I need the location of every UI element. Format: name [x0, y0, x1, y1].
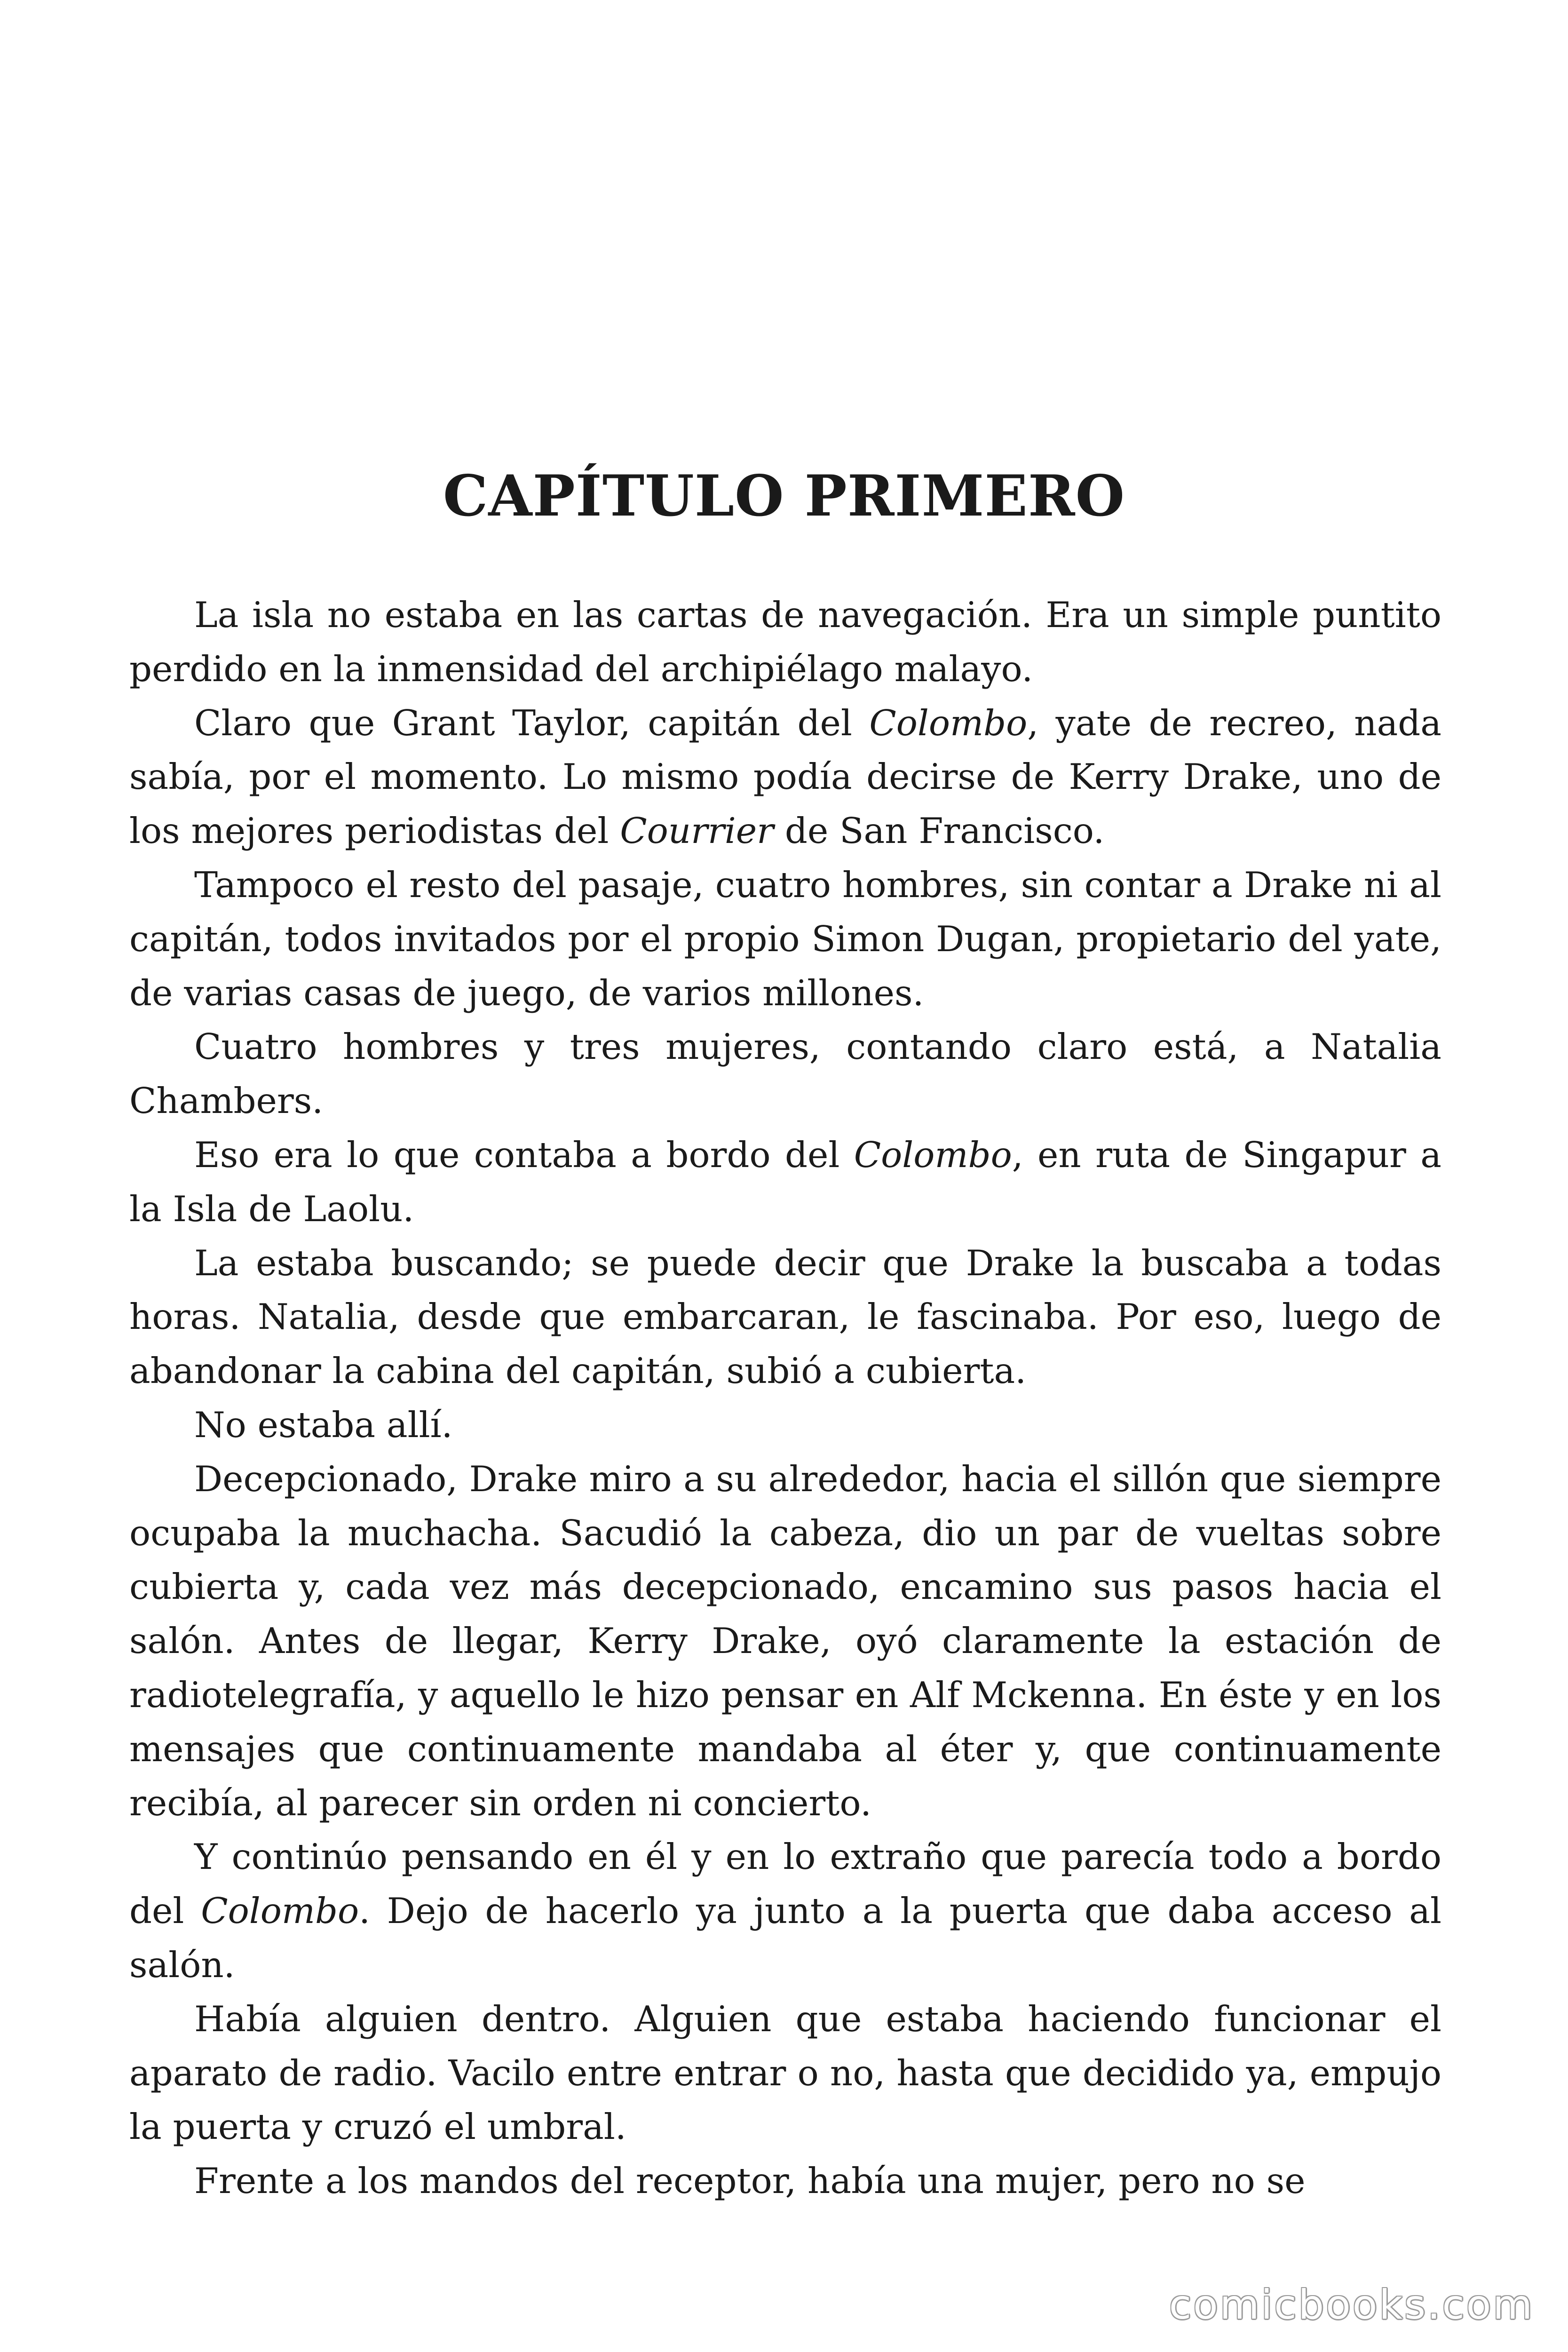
- text-run: Decepcionado, Drake miro a su alrededor, hacia el sillón que siempre ocupaba la muchacha. Sacudió la cabeza, dio un par de vueltas sobre cubierta y, cada vez más decepcionado, encamino sus pasos hacia el salón. Antes de llegar, Kerry Drake, oyó claramente la estación de radiotelegrafía, y aquello le hizo pensar en Alf Mckenna. En éste y en los mensajes que continuamente mandaba al éter y, que continuamente recibía, al parecer sin orden ni concierto.: [129, 1458, 1441, 1824]
- chapter-title: CAPÍTULO PRIMERO: [443, 463, 1125, 529]
- text-run: No estaba allí.: [194, 1404, 453, 1446]
- paragraph: [129, 1830, 1441, 1992]
- text-run: Eso era lo que contaba a bordo del: [194, 1134, 854, 1176]
- italic-text: Courrier: [620, 810, 774, 852]
- text-run: Y continúo pensando en él y en lo extraño que parecía todo a bordo del: [129, 1836, 1441, 1932]
- text-run: , en ruta de Singapur a la Isla de Laolu.: [129, 1134, 1441, 1230]
- paragraph: [129, 858, 1441, 1020]
- watermark: comicbooks.com: [1169, 2281, 1534, 2328]
- chapter-body: [129, 588, 1441, 2208]
- italic-text: Colombo: [854, 1134, 1012, 1176]
- paragraph: [129, 2154, 1441, 2208]
- text-run: Había alguien dentro. Alguien que estaba haciendo funcionar el aparato de radio. Vacilo entre entrar o no, hasta que decidido ya, empujo la puerta y cruzó el umbral.: [129, 1998, 1441, 2148]
- paragraph: [129, 1992, 1441, 2154]
- text-run: La isla no estaba en las cartas de navegación. Era un simple puntito perdido en la inmensidad del archipiélago malayo.: [129, 594, 1441, 690]
- paragraph: [129, 696, 1441, 858]
- italic-text: Colombo: [201, 1890, 359, 1932]
- paragraph: [129, 588, 1441, 696]
- italic-text: Colombo: [869, 702, 1028, 744]
- text-run: Tampoco el resto del pasaje, cuatro hombres, sin contar a Drake ni al capitán, todos invitados por el propio Simon Dugan, propietario del yate, de varias casas de juego, de varios millones.: [129, 864, 1441, 1014]
- text-run: , yate de recreo, nada sabía, por el momento. Lo mismo podía decirse de Kerry Drake, uno de los mejores periodistas del: [129, 702, 1442, 852]
- paragraph: [129, 1020, 1441, 1128]
- text-run: Claro que Grant Taylor, capitán del: [194, 702, 870, 744]
- text-run: de San Francisco.: [774, 810, 1105, 852]
- paragraph: [129, 1128, 1441, 1236]
- text-run: . Dejo de hacerlo ya junto a la puerta que daba acceso al salón.: [129, 1890, 1441, 1986]
- text-run: Frente a los mandos del receptor, había una mujer, pero no se: [194, 2160, 1306, 2202]
- paragraph: [129, 1236, 1441, 1398]
- text-run: La estaba buscando; se puede decir que Drake la buscaba a todas horas. Natalia, desde que embarcaran, le fascinaba. Por eso, luego de abandonar la cabina del capitán, subió a cubierta.: [129, 1242, 1441, 1392]
- paragraph: [129, 1452, 1441, 1830]
- text-run: Cuatro hombres y tres mujeres, contando claro está, a Natalia Chambers.: [129, 1026, 1441, 1122]
- paragraph: [129, 1398, 1441, 1452]
